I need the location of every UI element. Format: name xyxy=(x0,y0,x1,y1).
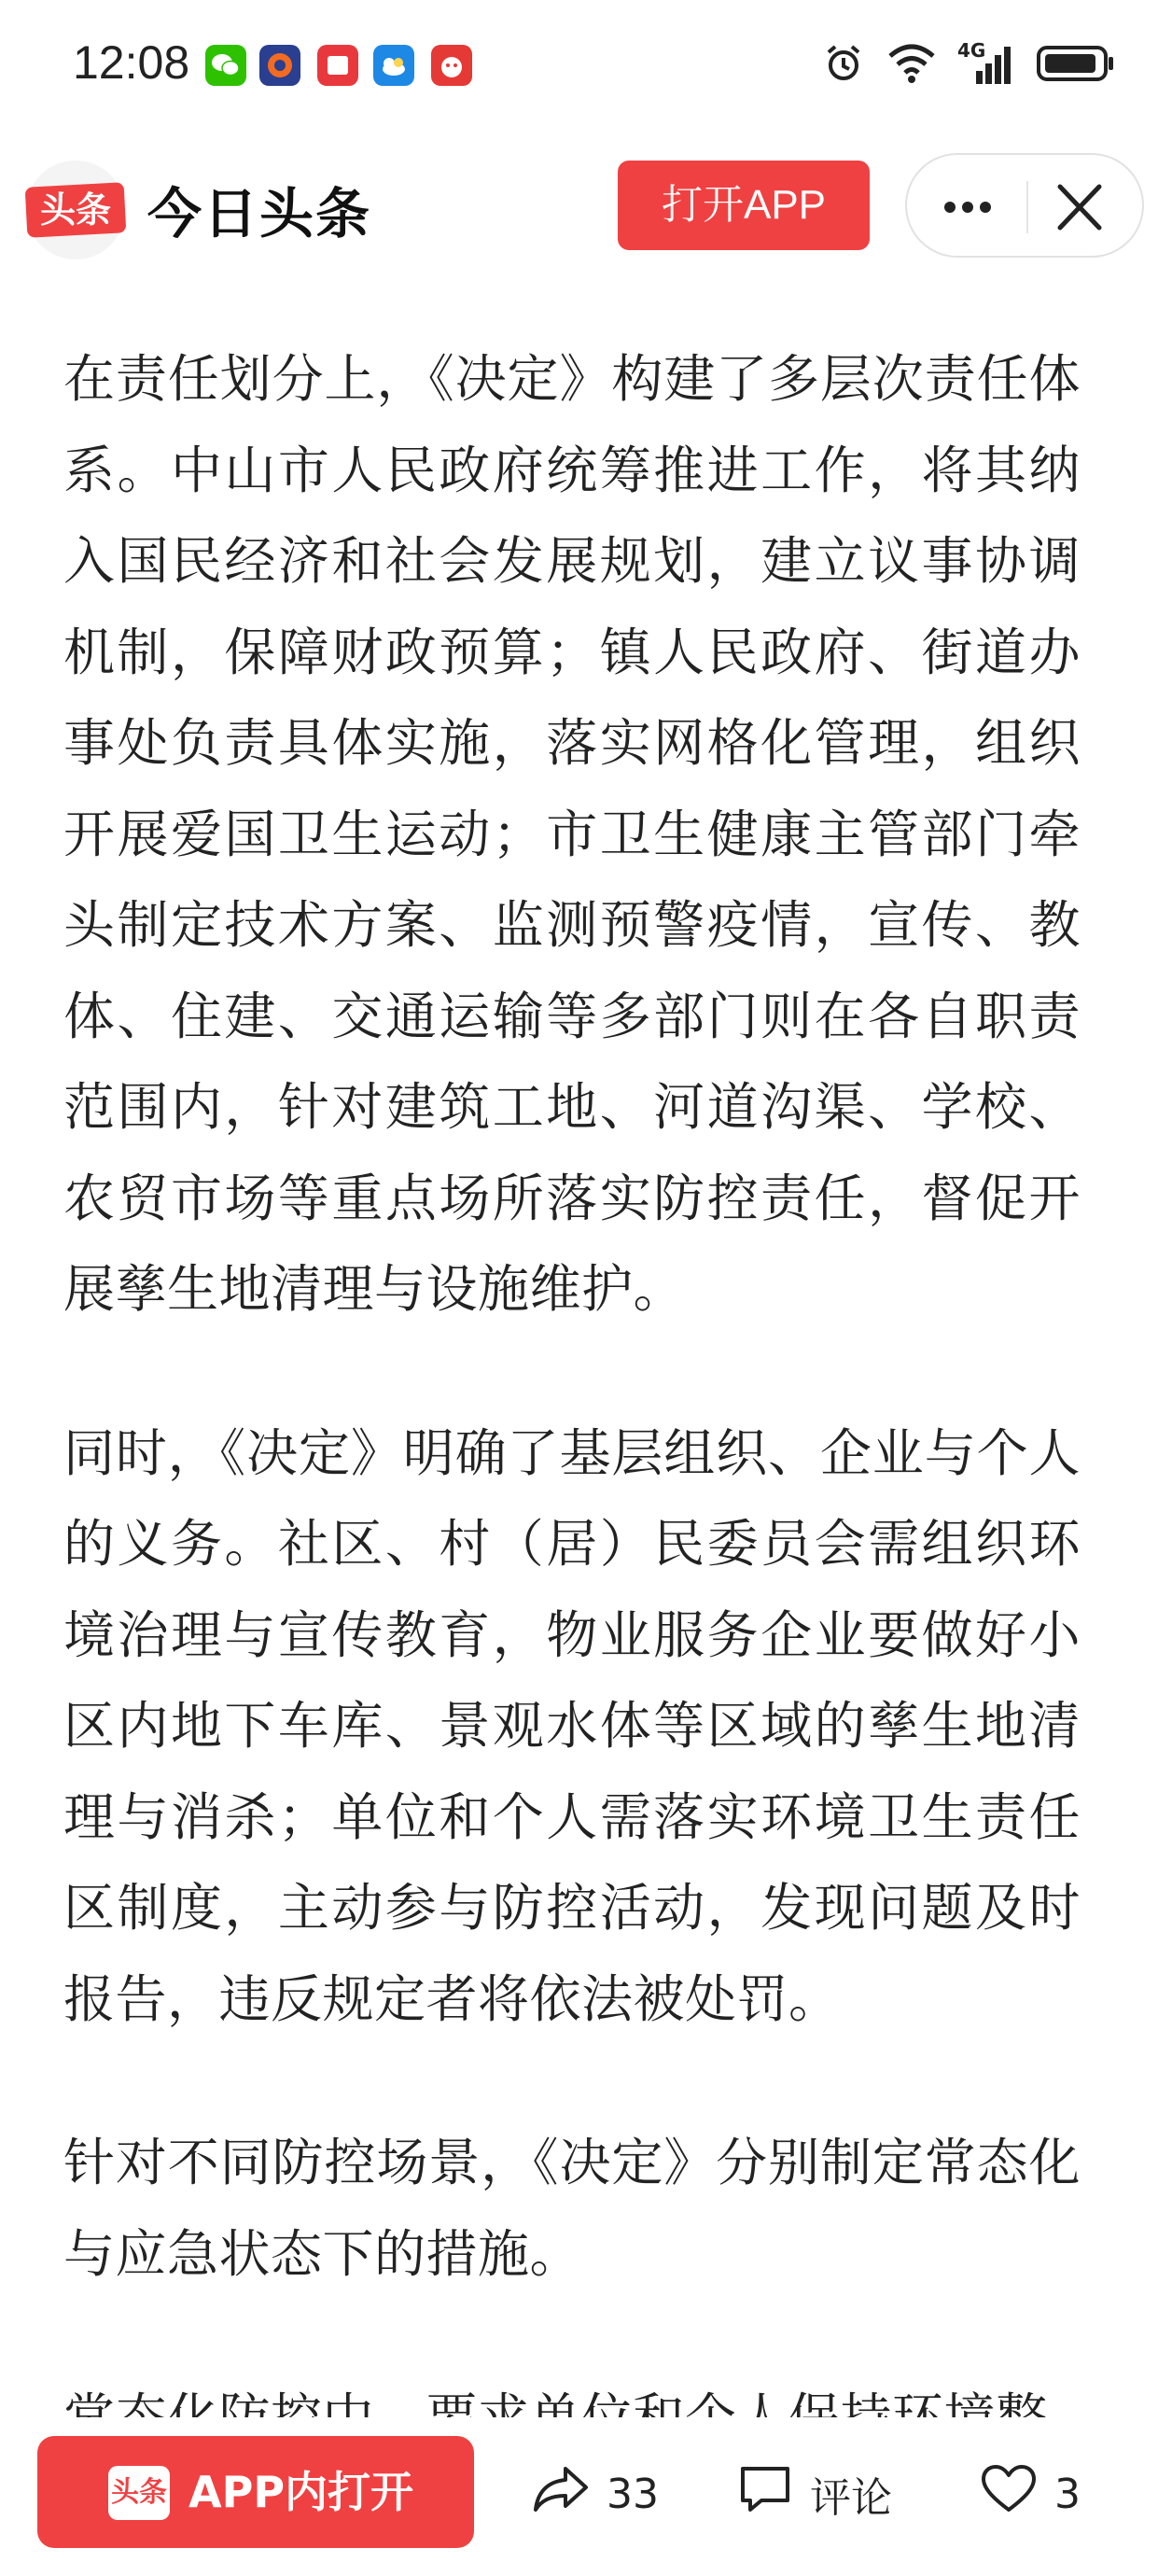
toutiao-logo[interactable] xyxy=(24,159,127,261)
open-in-app-label: APP内打开 xyxy=(188,2467,414,2517)
comment-icon xyxy=(737,2463,793,2526)
comment-label: 评论 xyxy=(810,2474,892,2522)
open-app-button[interactable]: 打开APP xyxy=(618,161,870,250)
mini-program-capsule xyxy=(905,153,1144,258)
share-count: 33 xyxy=(607,2470,659,2518)
network-type: 4G xyxy=(957,39,986,62)
close-icon[interactable] xyxy=(1047,179,1112,235)
share-button[interactable] xyxy=(532,2460,659,2527)
comment-button[interactable] xyxy=(737,2460,892,2527)
app-header xyxy=(0,149,1172,261)
open-in-app-button[interactable] xyxy=(37,2436,474,2548)
article-paragraph: 针对不同防控场景，《决定》分别制定常态化与应急状态下的措施。 xyxy=(63,2133,1081,2284)
article-body xyxy=(63,334,1081,2537)
like-button[interactable] xyxy=(980,2460,1081,2527)
status-right-group xyxy=(821,39,1116,91)
status-time: 12:08 xyxy=(73,36,190,89)
capsule-divider xyxy=(1026,181,1028,233)
battery-icon xyxy=(1036,43,1116,88)
like-count: 3 xyxy=(1054,2470,1081,2518)
logo-text: 头条 xyxy=(39,189,111,231)
wifi-icon xyxy=(886,43,937,88)
brand-name: 今日头条 xyxy=(147,182,372,245)
alarm-icon xyxy=(821,41,866,90)
app-icon xyxy=(373,45,414,86)
app-icon xyxy=(259,45,300,86)
app-icon xyxy=(317,45,358,86)
article-paragraph: 同时，《决定》明确了基层组织、企业与个人的义务。社区、村（居）民委员会需组织环境治理与宣传教育，物业服务企业要做好小区内地下车库、景观水体等区域的孳生地清理与消杀；单位和个人需落实环境卫生责任区制度，主动参与防控活动，发现问题及时报告，违反规定者将依法被处罚。 xyxy=(63,1422,1081,2029)
wechat-icon xyxy=(205,45,246,86)
bottom-action-bar xyxy=(0,2417,1172,2576)
more-icon[interactable] xyxy=(935,179,1000,235)
signal-icon xyxy=(957,39,1015,88)
share-icon xyxy=(532,2463,590,2526)
toutiao-logo-icon: 头条 xyxy=(108,2466,170,2520)
heart-icon xyxy=(980,2463,1038,2526)
status-bar xyxy=(0,0,1172,131)
app-icon xyxy=(431,45,472,86)
article-paragraph: 在责任划分上，《决定》构建了多层次责任体系。中山市人民政府统筹推进工作，将其纳入国民经济和社会发展规划，建立议事协调机制，保障财政预算；镇人民政府、街道办事处负责具体实施，落实网格化管理，组织开展爱国卫生运动；市卫生健康主管部门牵头制定技术方案、监测预警疫情，宣传、教体、住建、交通运输等多部门则在各自职责范围内，针对建筑工地、河道沟渠、学校、农贸市场等重点场所落实防控责任，督促开展孳生地清理与设施维护。 xyxy=(63,349,1081,1319)
